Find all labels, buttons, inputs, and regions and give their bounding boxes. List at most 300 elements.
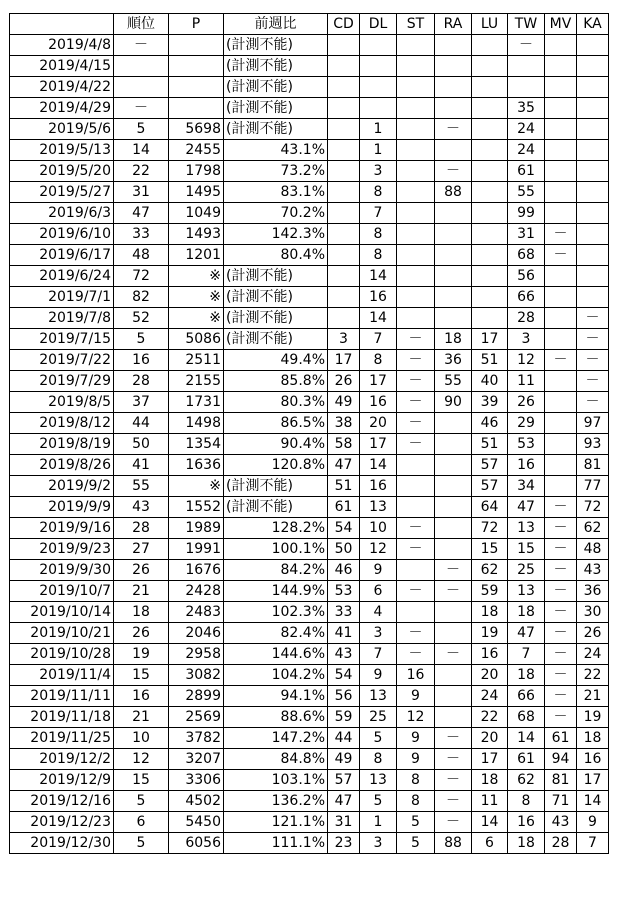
week-ratio-cell: 86.5% [224,413,328,434]
dl-cell: 12 [360,539,397,560]
week-ratio-cell: 82.4% [224,623,328,644]
mv-cell: － [545,350,577,371]
st-cell [397,602,435,623]
date-cell: 2019/12/16 [10,791,114,812]
dl-cell [360,77,397,98]
lu-cell: 18 [472,602,508,623]
points-cell [169,56,224,77]
st-cell: 9 [397,686,435,707]
table-row [10,833,609,854]
week-ratio-cell: 49.4% [224,350,328,371]
cd-cell: 41 [328,623,360,644]
cd-cell: 17 [328,350,360,371]
tw-cell: 29 [508,413,545,434]
date-cell: 2019/8/12 [10,413,114,434]
dl-cell: 3 [360,833,397,854]
points-cell: 5450 [169,812,224,833]
ka-cell: 48 [577,539,609,560]
dl-cell: 13 [360,770,397,791]
mv-cell: － [545,224,577,245]
ka-cell: 97 [577,413,609,434]
ra-cell: － [435,581,472,602]
points-cell: ※ [169,266,224,287]
date-cell: 2019/8/19 [10,434,114,455]
tw-cell: 18 [508,833,545,854]
mv-cell: 71 [545,791,577,812]
st-cell [397,224,435,245]
tw-cell: 8 [508,791,545,812]
lu-cell [472,266,508,287]
rank-column-header: 順位 [114,14,169,35]
week-ratio-cell: 102.3% [224,602,328,623]
mv-cell [545,35,577,56]
ra-cell [435,707,472,728]
tw-cell: 16 [508,455,545,476]
ka-cell: 9 [577,812,609,833]
date-cell: 2019/11/25 [10,728,114,749]
st-cell: 9 [397,749,435,770]
ra-cell: 88 [435,833,472,854]
points-cell: 1989 [169,518,224,539]
points-cell: 2511 [169,350,224,371]
date-cell: 2019/10/7 [10,581,114,602]
date-cell: 2019/12/9 [10,770,114,791]
lu-cell: 59 [472,581,508,602]
mv-cell [545,434,577,455]
ka-cell: 18 [577,728,609,749]
table-row [10,455,609,476]
lu-cell [472,35,508,56]
week-ratio-cell: 84.8% [224,749,328,770]
points-cell: 6056 [169,833,224,854]
date-cell: 2019/10/28 [10,644,114,665]
dl-cell: 9 [360,560,397,581]
week-ratio-cell: 144.6% [224,644,328,665]
date-cell: 2019/5/13 [10,140,114,161]
rank-cell: 6 [114,812,169,833]
mv-cell: － [545,602,577,623]
mv-cell: 94 [545,749,577,770]
points-cell: 2428 [169,581,224,602]
cd-cell [328,182,360,203]
date-cell: 2019/9/9 [10,497,114,518]
tw-cell: 68 [508,707,545,728]
ra-cell [435,56,472,77]
lu-cell [472,161,508,182]
date-cell: 2019/12/30 [10,833,114,854]
tw-cell: 55 [508,182,545,203]
week-ratio-cell: 70.2% [224,203,328,224]
rank-cell: 10 [114,728,169,749]
cd-cell [328,77,360,98]
lu-cell [472,77,508,98]
lu-cell: 18 [472,770,508,791]
date-cell: 2019/6/10 [10,224,114,245]
tw-cell: 99 [508,203,545,224]
week-ratio-cell: 43.1% [224,140,328,161]
week-ratio-cell: 128.2% [224,518,328,539]
cd-cell: 23 [328,833,360,854]
ka-cell: 30 [577,602,609,623]
ka-cell: 24 [577,644,609,665]
st-cell: － [397,623,435,644]
st-cell [397,77,435,98]
dl-cell: 7 [360,329,397,350]
date-cell: 2019/5/20 [10,161,114,182]
points-cell: 1798 [169,161,224,182]
rank-cell: 50 [114,434,169,455]
points-cell: 1731 [169,392,224,413]
cd-cell: 54 [328,518,360,539]
rank-cell [114,56,169,77]
table-row [10,707,609,728]
st-cell [397,182,435,203]
st-cell: 5 [397,833,435,854]
table-row [10,224,609,245]
cd-cell [328,266,360,287]
cd-cell [328,308,360,329]
tw-cell: 18 [508,665,545,686]
dl-cell: 1 [360,812,397,833]
table-row [10,182,609,203]
mv-cell: － [545,686,577,707]
ra-cell: － [435,791,472,812]
mv-cell: － [545,539,577,560]
ka-cell [577,119,609,140]
week-ratio-cell: 142.3% [224,224,328,245]
st-cell [397,56,435,77]
date-cell: 2019/7/15 [10,329,114,350]
st-cell: 8 [397,770,435,791]
mv-cell [545,98,577,119]
ra-cell: － [435,728,472,749]
date-cell: 2019/9/16 [10,518,114,539]
dl-cell: 8 [360,224,397,245]
tw-column-header: TW [508,14,545,35]
cd-cell: 46 [328,560,360,581]
st-cell: － [397,350,435,371]
ka-cell: － [577,350,609,371]
points-cell: ※ [169,476,224,497]
dl-cell [360,35,397,56]
rank-cell: 22 [114,161,169,182]
st-cell: － [397,413,435,434]
mv-cell [545,392,577,413]
date-cell: 2019/4/29 [10,98,114,119]
cd-cell: 44 [328,728,360,749]
dl-cell: 17 [360,434,397,455]
week-ratio-cell: 104.2% [224,665,328,686]
tw-cell: 28 [508,308,545,329]
mv-cell [545,455,577,476]
rank-cell: 48 [114,245,169,266]
ka-cell: 43 [577,560,609,581]
dl-cell [360,98,397,119]
rank-cell: 44 [114,413,169,434]
dl-cell: 13 [360,497,397,518]
mv-column-header: MV [545,14,577,35]
mv-cell [545,182,577,203]
tw-cell: 47 [508,623,545,644]
dl-column-header: DL [360,14,397,35]
points-cell: 1636 [169,455,224,476]
dl-cell: 3 [360,161,397,182]
st-cell [397,245,435,266]
rank-cell: 5 [114,329,169,350]
st-cell: － [397,518,435,539]
mv-cell [545,476,577,497]
ka-cell: － [577,329,609,350]
tw-cell: 56 [508,266,545,287]
tw-cell: 61 [508,749,545,770]
ra-cell [435,35,472,56]
points-cell: 1495 [169,182,224,203]
ka-cell: 36 [577,581,609,602]
week-ratio-cell: 90.4% [224,434,328,455]
dl-cell: 16 [360,476,397,497]
rank-cell: 41 [114,455,169,476]
date-cell: 2019/12/23 [10,812,114,833]
ra-cell [435,77,472,98]
table-row [10,581,609,602]
lu-cell [472,308,508,329]
date-cell: 2019/8/26 [10,455,114,476]
points-cell: 5698 [169,119,224,140]
mv-cell: － [545,581,577,602]
week-ratio-cell: (計測不能) [224,98,328,119]
date-cell: 2019/6/3 [10,203,114,224]
ka-cell [577,224,609,245]
st-cell: 16 [397,665,435,686]
table-row [10,539,609,560]
points-cell: 2958 [169,644,224,665]
cd-cell: 26 [328,371,360,392]
lu-cell: 39 [472,392,508,413]
mv-cell: － [545,560,577,581]
table-row [10,161,609,182]
lu-cell: 11 [472,791,508,812]
st-cell [397,476,435,497]
lu-column-header: LU [472,14,508,35]
st-cell [397,287,435,308]
points-column-header: P [169,14,224,35]
cd-cell: 50 [328,539,360,560]
table-row [10,686,609,707]
rank-cell: 37 [114,392,169,413]
lu-cell: 57 [472,455,508,476]
date-cell: 2019/7/8 [10,308,114,329]
table-row [10,287,609,308]
rank-cell: 55 [114,476,169,497]
ka-cell: 17 [577,770,609,791]
ranking-table [9,13,609,854]
points-cell: 3082 [169,665,224,686]
week-ratio-cell: 136.2% [224,791,328,812]
cd-cell: 38 [328,413,360,434]
st-cell [397,455,435,476]
ra-cell [435,497,472,518]
dl-cell: 20 [360,413,397,434]
mv-cell [545,413,577,434]
lu-cell: 17 [472,749,508,770]
week-ratio-cell: 103.1% [224,770,328,791]
points-cell: 2899 [169,686,224,707]
week-ratio-cell: (計測不能) [224,35,328,56]
ka-column-header: KA [577,14,609,35]
week-ratio-cell: (計測不能) [224,119,328,140]
points-cell: 3782 [169,728,224,749]
cd-cell: 43 [328,644,360,665]
table-row [10,665,609,686]
dl-cell: 13 [360,686,397,707]
ra-cell [435,308,472,329]
rank-cell: － [114,98,169,119]
mv-cell [545,266,577,287]
cd-cell: 49 [328,392,360,413]
points-cell [169,98,224,119]
dl-cell [360,56,397,77]
week-ratio-cell: 80.4% [224,245,328,266]
cd-cell: 31 [328,812,360,833]
mv-cell: 61 [545,728,577,749]
week-ratio-cell: (計測不能) [224,56,328,77]
st-cell [397,35,435,56]
rank-cell: 16 [114,686,169,707]
date-cell: 2019/4/22 [10,77,114,98]
ka-cell: 93 [577,434,609,455]
table-row [10,644,609,665]
week-ratio-cell: 100.1% [224,539,328,560]
week-ratio-cell: 111.1% [224,833,328,854]
dl-cell: 8 [360,749,397,770]
week-ratio-cell: 80.3% [224,392,328,413]
tw-cell: 12 [508,350,545,371]
ka-cell: 81 [577,455,609,476]
week-ratio-cell: 84.2% [224,560,328,581]
tw-cell: 3 [508,329,545,350]
date-cell: 2019/11/18 [10,707,114,728]
st-cell: － [397,434,435,455]
cd-cell [328,161,360,182]
mv-cell [545,371,577,392]
ra-cell: － [435,812,472,833]
dl-cell: 16 [360,392,397,413]
ka-cell: 72 [577,497,609,518]
cd-cell: 53 [328,581,360,602]
rank-cell: 82 [114,287,169,308]
tw-cell [508,56,545,77]
ka-cell [577,98,609,119]
lu-cell: 17 [472,329,508,350]
rank-cell: 52 [114,308,169,329]
st-cell: － [397,371,435,392]
date-cell: 2019/9/23 [10,539,114,560]
cd-cell: 58 [328,434,360,455]
mv-cell [545,77,577,98]
ra-cell [435,98,472,119]
lu-cell: 20 [472,665,508,686]
st-cell: 9 [397,728,435,749]
lu-cell [472,287,508,308]
mv-cell [545,161,577,182]
cd-column-header: CD [328,14,360,35]
ra-cell [435,140,472,161]
cd-cell [328,56,360,77]
table-header [10,14,609,35]
rank-cell: 26 [114,623,169,644]
mv-cell: 81 [545,770,577,791]
week-ratio-cell: 147.2% [224,728,328,749]
rank-cell: － [114,35,169,56]
ka-cell: 77 [577,476,609,497]
table-row [10,329,609,350]
ra-cell [435,203,472,224]
ka-cell: 19 [577,707,609,728]
rank-cell: 21 [114,581,169,602]
st-cell [397,560,435,581]
table-row [10,392,609,413]
lu-cell: 57 [472,476,508,497]
points-cell: 1991 [169,539,224,560]
rank-cell: 72 [114,266,169,287]
dl-cell: 7 [360,203,397,224]
table-row [10,812,609,833]
ka-cell [577,161,609,182]
cd-cell: 47 [328,455,360,476]
tw-cell: 31 [508,224,545,245]
week-ratio-cell: (計測不能) [224,287,328,308]
dl-cell: 5 [360,728,397,749]
table-row [10,791,609,812]
dl-cell: 5 [360,791,397,812]
lu-cell: 40 [472,371,508,392]
date-cell: 2019/8/5 [10,392,114,413]
tw-cell: 34 [508,476,545,497]
cd-cell: 59 [328,707,360,728]
table-row [10,35,609,56]
ra-cell: － [435,119,472,140]
lu-cell [472,224,508,245]
points-cell: ※ [169,287,224,308]
points-cell: 2455 [169,140,224,161]
lu-cell: 20 [472,728,508,749]
table-row [10,203,609,224]
ka-cell [577,35,609,56]
st-column-header: ST [397,14,435,35]
ka-cell [577,77,609,98]
ra-cell: － [435,749,472,770]
lu-cell [472,119,508,140]
header-row [10,14,609,35]
tw-cell: 13 [508,518,545,539]
week-ratio-cell: 144.9% [224,581,328,602]
week-ratio-cell: 88.6% [224,707,328,728]
dl-cell: 8 [360,350,397,371]
ra-cell [435,413,472,434]
ra-cell: 88 [435,182,472,203]
rank-cell: 47 [114,203,169,224]
mv-cell: － [545,623,577,644]
table-row [10,602,609,623]
ra-cell: － [435,644,472,665]
points-cell: 1493 [169,224,224,245]
lu-cell [472,56,508,77]
tw-cell: 25 [508,560,545,581]
date-cell: 2019/5/6 [10,119,114,140]
ka-cell: 7 [577,833,609,854]
mv-cell [545,140,577,161]
dl-cell: 10 [360,518,397,539]
